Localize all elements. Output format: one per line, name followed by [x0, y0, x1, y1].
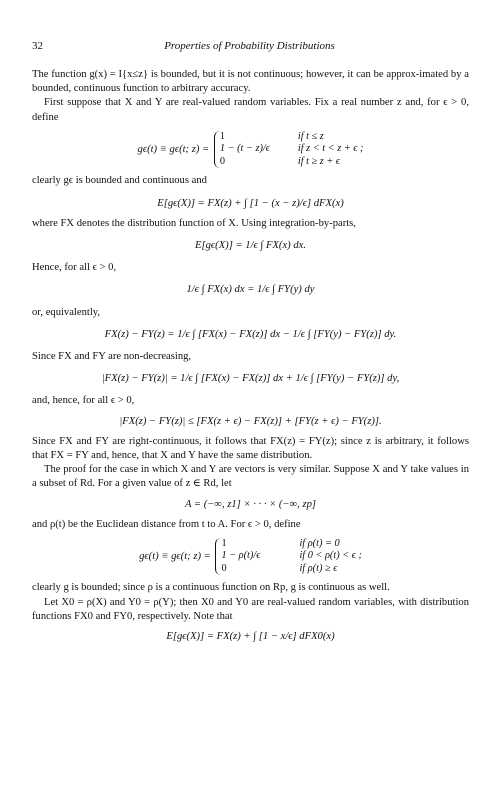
page-number: 32: [32, 40, 43, 52]
paragraph-12: clearly g is bounded; since ρ is a continuous function on Rp, g is continuous as well.: [32, 582, 390, 594]
eq1-case-1-cond: if t ≤ z: [297, 130, 324, 142]
page-body: [32, 68, 469, 644]
running-title: Properties of Probability Distributions: [164, 40, 335, 52]
paragraph-7: Since FX and FY are non-decreasing,: [32, 350, 192, 362]
equation-g-eps-vector-definition: [32, 538, 469, 576]
eq6-text: |FX(z) − FY(z)| = 1/ϵ ∫ [FX(x) − FX(z)] dx + 1/ϵ ∫ [FY(y) − FY(z)] dy,: [101, 373, 400, 385]
paragraph-10: The proof for the case in which X and Y are vectors is very similar. Suppose X and Y take values in a subset of Rd. For a given value of z ∈ Rd, let: [32, 464, 469, 490]
equation-10: [32, 630, 469, 644]
running-header: [32, 40, 467, 54]
paragraph-5: Hence, for all ϵ > 0,: [32, 262, 117, 274]
paragraph-11: and ρ(t) be the Euclidean distance from t to A. For ϵ > 0, define: [32, 518, 301, 530]
paragraph-4: where FX denotes the distribution function of X. Using integration-by-parts,: [32, 217, 356, 229]
eq2-text: E[gϵ(X)] = FX(z) + ∫ [1 − (x − z)/ϵ] dFX(x): [157, 197, 344, 209]
eq3-text: E[gϵ(X)] = 1/ϵ ∫ FX(x) dx.: [195, 239, 306, 251]
eq1-case-1-value: 1: [219, 130, 225, 142]
eq9-case-1-value: 1: [221, 537, 227, 549]
paragraph-8: and, hence, for all ϵ > 0,: [32, 395, 135, 407]
paragraph-2: First suppose that X and Y are real-valued random variables. Fix a real number z and, for ϵ > 0, define: [32, 97, 469, 123]
eq8-text: A = (−∞, z1] × · · · × (−∞, zp]: [185, 498, 316, 510]
equation-5: [32, 328, 469, 342]
eq9-case-3-cond: if ρ(t) ≥ ϵ: [299, 562, 338, 574]
eq1-lhs: gϵ(t) ≡ gϵ(t; z) =: [137, 144, 210, 155]
equation-3: [32, 239, 469, 253]
equation-4: [32, 283, 469, 297]
equation-7: [32, 415, 469, 429]
eq9-lhs: gϵ(t) ≡ gϵ(t; z) =: [139, 551, 211, 563]
eq9-cases: [215, 538, 361, 576]
eq1-case-2-value: 1 − (t − z)/ϵ: [219, 143, 270, 155]
eq1-case-3-value: 0: [219, 155, 225, 167]
eq9-case-2-value: 1 − ρ(t)/ϵ: [221, 550, 261, 562]
equation-2: [32, 197, 469, 211]
eq9-case-1-cond: if ρ(t) = 0: [299, 537, 340, 549]
eq7-text: |FX(z) − FY(z)| ≤ [FX(z + ϵ) − FX(z)] + [FY(z + ϵ) − FY(z)].: [119, 415, 382, 427]
eq1-case-3-cond: if t ≥ z + ϵ: [297, 155, 341, 167]
eq9-case-3-value: 0: [221, 562, 227, 574]
eq1-cases: [214, 131, 364, 169]
paragraph-9: Since FX and FY are right-continuous, it follows that FX(z) = FY(z); since z is arbitrary, it follows that FX = FY and, hence, that X and Y have the same distribution.: [32, 435, 469, 461]
eq4-text: 1/ϵ ∫ FX(x) dx = 1/ϵ ∫ FY(y) dy: [186, 284, 315, 296]
eq1-case-2-cond: if z < t < z + ϵ ;: [297, 143, 364, 155]
equation-g-eps-definition: [32, 131, 469, 169]
eq5-text: FX(z) − FY(z) = 1/ϵ ∫ [FX(x) − FX(z)] dx − 1/ϵ ∫ [FY(y) − FY(z)] dy.: [104, 328, 397, 340]
equation-8: [32, 498, 469, 512]
paragraph-6: or, equivalently,: [32, 306, 101, 318]
equation-6: [32, 372, 469, 386]
paragraph-13: Let X0 = ρ(X) and Y0 = ρ(Y); then X0 and Y0 are real-valued random variables, with distribution functions FX0 and FY0, respectively. Note that: [32, 596, 469, 622]
eq9-case-2-cond: if 0 < ρ(t) < ϵ ;: [299, 550, 362, 562]
eq10-text: E[gϵ(X)] = FX(z) + ∫ [1 − x/ϵ] dFX0(x): [166, 631, 335, 643]
paragraph-3: clearly gϵ is bounded and continuous and: [32, 175, 207, 187]
paragraph-1: The function g(x) = I{x≤z} is bounded, but it is not continuous; however, it can be approx-imated by a bounded, continuous function to arbitrary accuracy.: [32, 69, 469, 95]
